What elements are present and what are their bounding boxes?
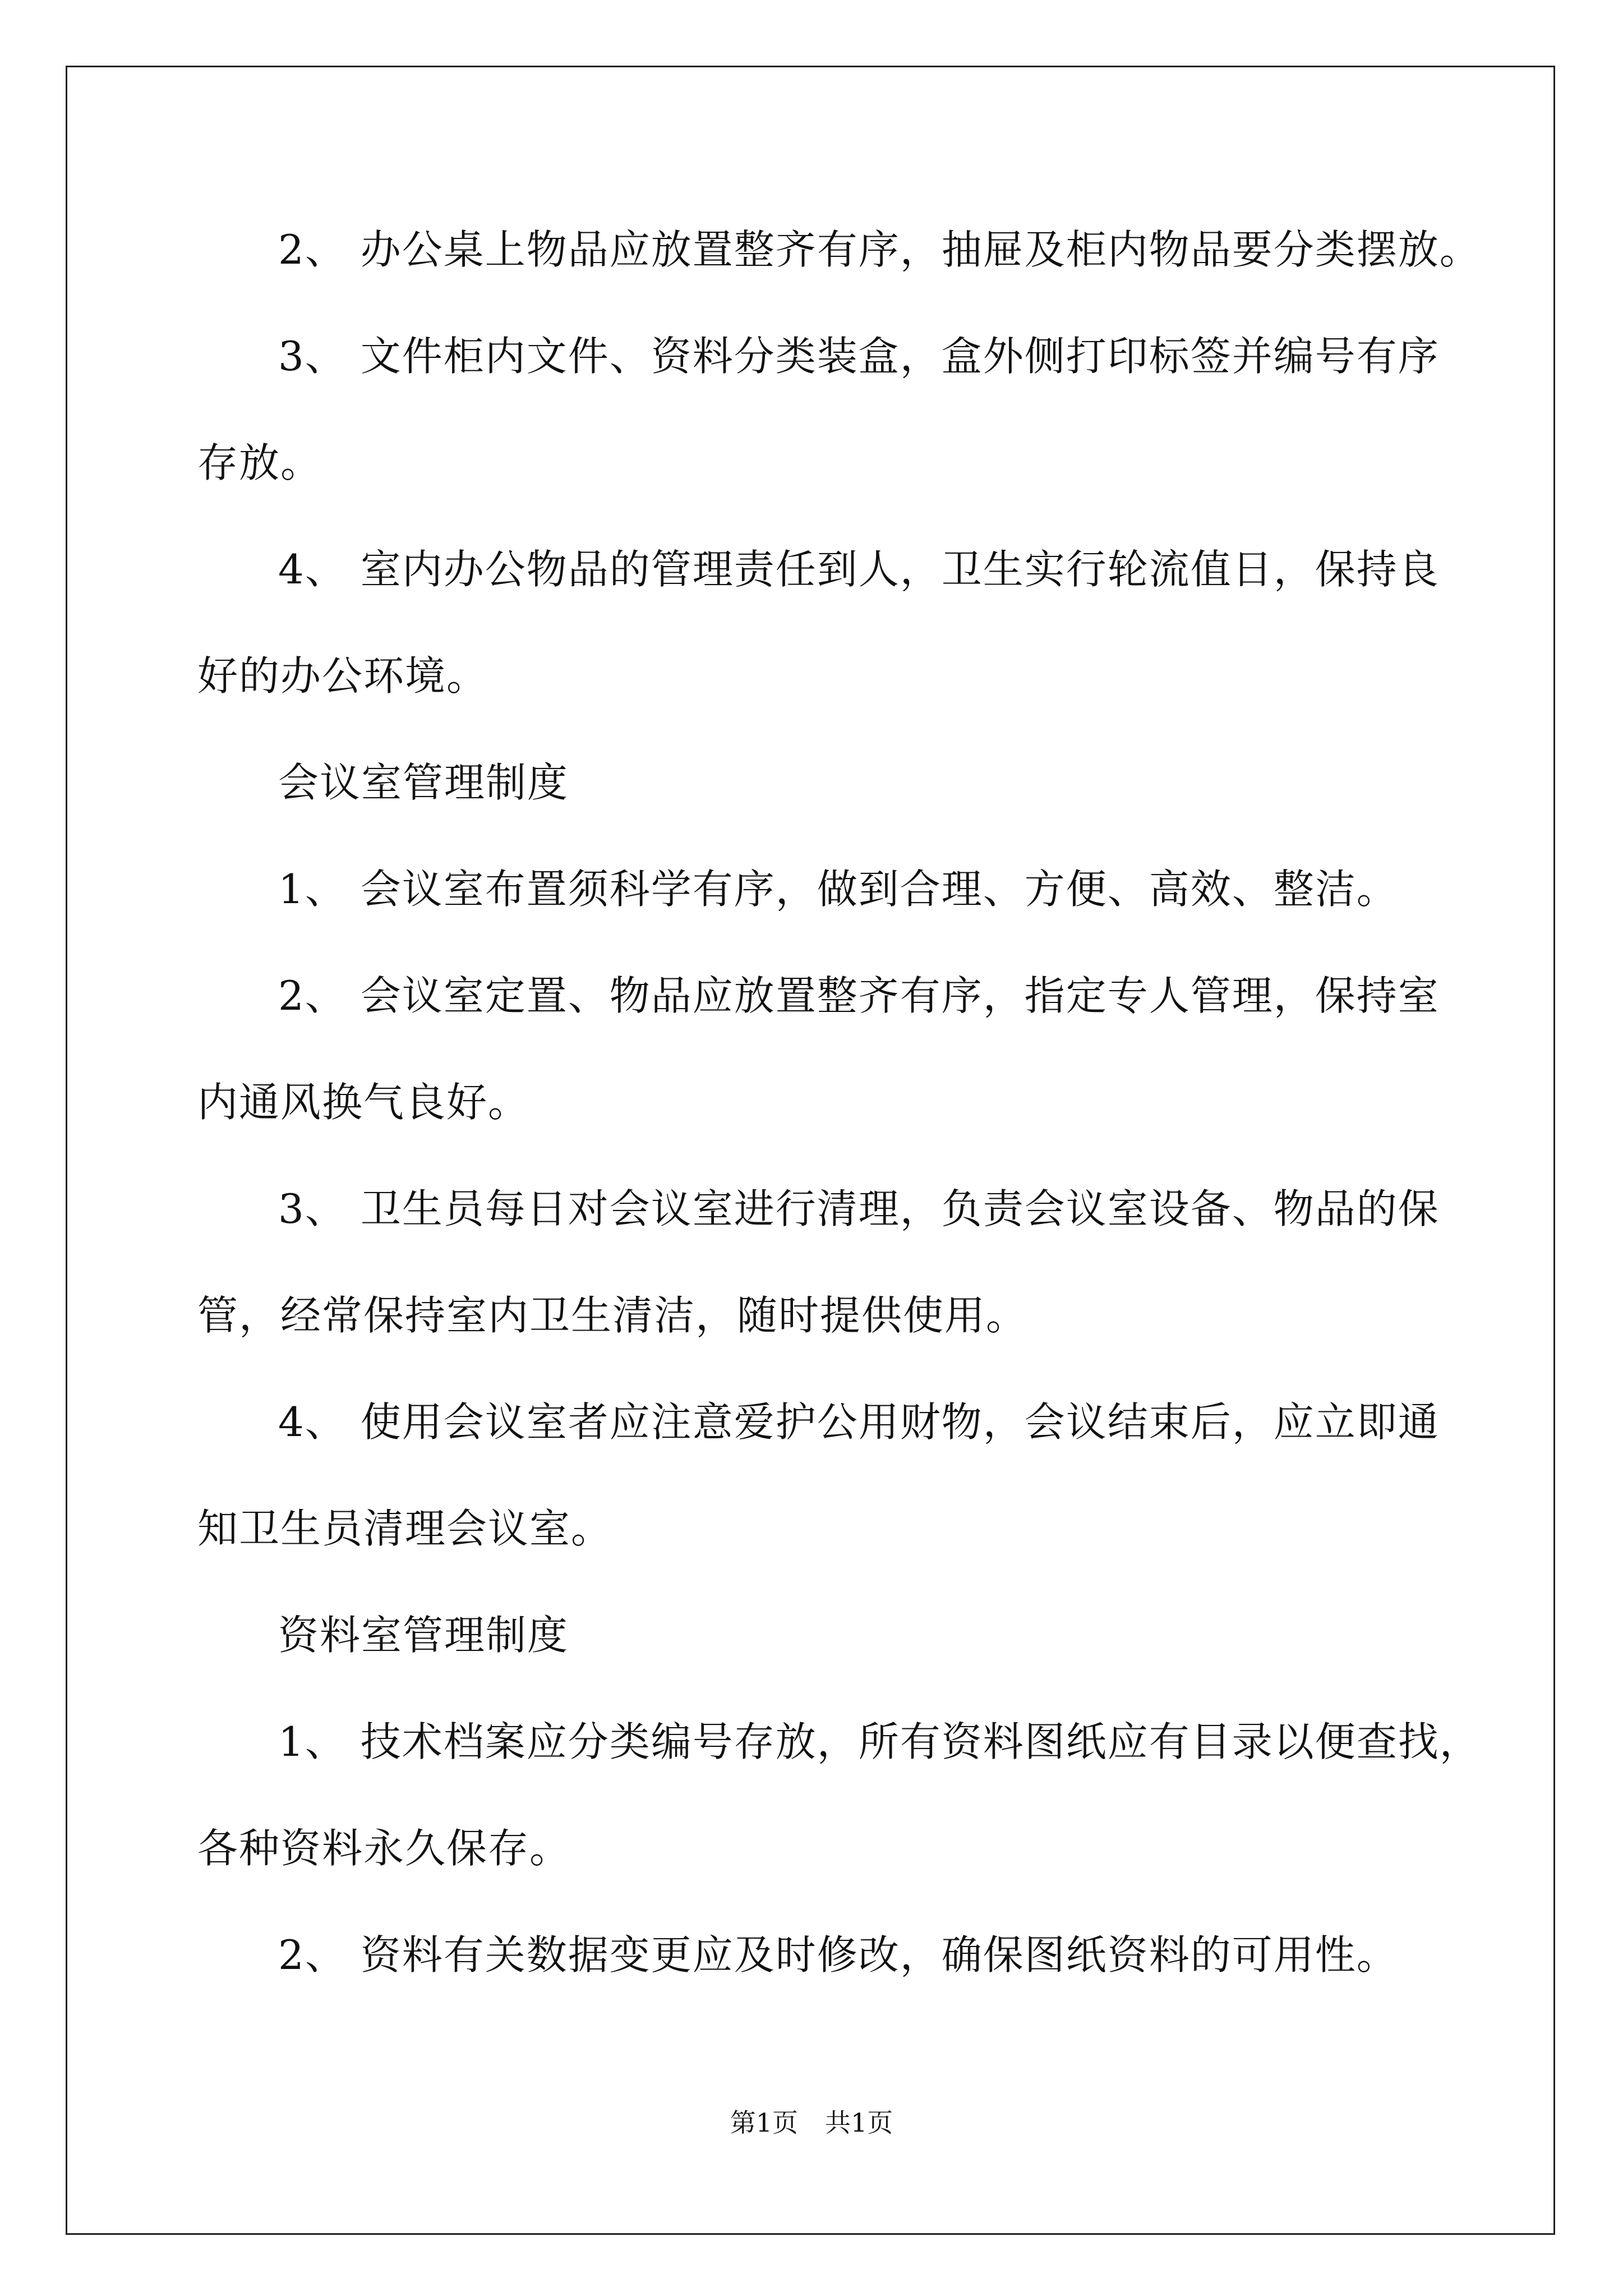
paragraph-line: 好的办公环境。 — [197, 652, 488, 700]
page-number: 第1页 — [730, 2108, 798, 2138]
paragraph-line: 2、 办公桌上物品应放置整齐有序，抽屉及柜内物品要分类摆放。 — [278, 226, 1481, 273]
paragraph-line: 管，经常保持室内卫生清洁，随时提供使用。 — [197, 1292, 1028, 1339]
page-border — [66, 66, 1555, 2235]
paragraph-line: 2、 会议室定置、物品应放置整齐有序，指定专人管理，保持室 — [278, 972, 1440, 1019]
paragraph-line: 3、 卫生员每日对会议室进行清理，负责会议室设备、物品的保 — [278, 1185, 1440, 1232]
paragraph-line: 3、 文件柜内文件、资料分类装盒，盒外侧打印标签并编号有序 — [278, 333, 1440, 380]
paragraph-line: 4、 室内办公物品的管理责任到人，卫生实行轮流值日，保持良 — [278, 546, 1440, 593]
page-footer — [0, 2107, 1623, 2138]
paragraph-line: 存放。 — [197, 439, 322, 486]
paragraph-line: 内通风换气良好。 — [197, 1079, 530, 1126]
paragraph-line: 知卫生员清理会议室。 — [197, 1505, 613, 1552]
section-heading: 资料室管理制度 — [278, 1612, 569, 1659]
paragraph-line: 1、 技术档案应分类编号存放，所有资料图纸应有目录以便查找， — [278, 1718, 1481, 1765]
section-heading: 会议室管理制度 — [278, 759, 569, 806]
paragraph-line: 4、 使用会议室者应注意爱护公用财物，会议结束后，应立即通 — [278, 1398, 1440, 1446]
paragraph-line: 1、 会议室布置须科学有序，做到合理、方便、高效、整洁。 — [278, 866, 1398, 913]
paragraph-line: 2、 资料有关数据变更应及时修改，确保图纸资料的可用性。 — [278, 1931, 1398, 1978]
paragraph-line: 各种资料永久保存。 — [197, 1825, 571, 1872]
page-total: 共1页 — [825, 2108, 893, 2138]
